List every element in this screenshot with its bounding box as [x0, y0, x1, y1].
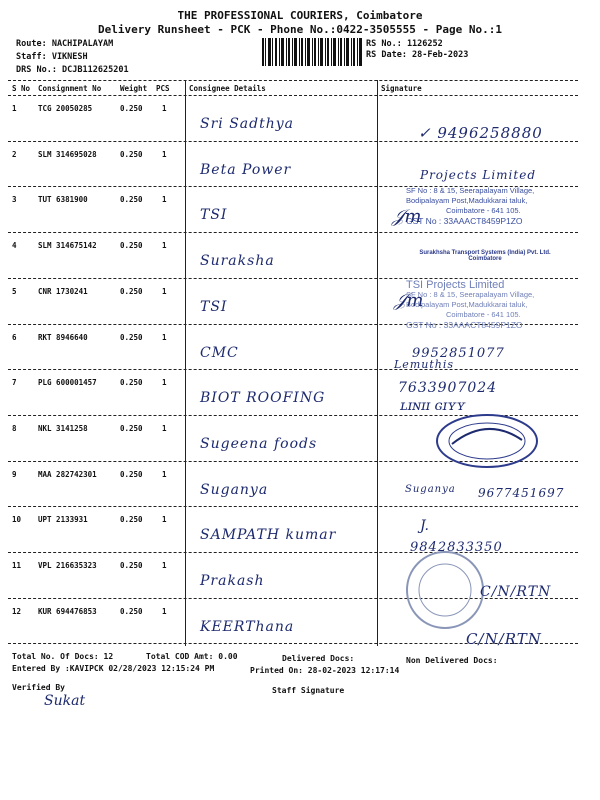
rs-date: RS Date: 28-Feb-2023	[366, 50, 469, 60]
return-note: C/N/RTN	[466, 630, 542, 648]
row-divider	[8, 232, 578, 233]
cell-pcs: 1	[162, 195, 167, 204]
cell-consignment-no: NKL 3141258	[38, 424, 88, 433]
cell-weight: 0.250	[120, 424, 143, 433]
handwritten-signature: 𝒥m	[392, 206, 422, 227]
cell-pcs: 1	[162, 333, 167, 342]
delivered-docs: Delivered Docs:	[282, 654, 355, 663]
cell-pcs: 1	[162, 378, 167, 387]
column-header-consignee: Consignee Details	[189, 84, 266, 93]
page-title: THE PROFESSIONAL COURIERS, Coimbatore	[177, 9, 423, 22]
cell-consignee-handwritten: SAMPATH kumar	[200, 527, 337, 543]
column-header-signature: Signature	[381, 84, 422, 93]
round-stamp-icon	[432, 410, 542, 472]
signature-row-1: ✓ 9496258880	[418, 124, 543, 142]
cell-consignment-no: VPL 216635323	[38, 561, 97, 570]
cell-weight: 0.250	[120, 561, 143, 570]
receiver-name: Suganya	[405, 484, 456, 495]
staff-label: Staff: VIKNESH	[16, 52, 88, 62]
cell-consignee-handwritten: Beta Power	[200, 162, 292, 178]
cell-consignment-no: SLM 314695028	[38, 150, 97, 159]
cell-weight: 0.250	[120, 515, 143, 524]
handwritten-signature: J.	[420, 518, 429, 534]
return-note: C/N/RTN	[480, 584, 552, 600]
total-cod: Total COD Amt: 0.00	[146, 652, 238, 661]
cell-pcs: 1	[162, 104, 167, 113]
cell-weight: 0.250	[120, 607, 143, 616]
cell-weight: 0.250	[120, 378, 143, 387]
cell-sno: 9	[12, 470, 17, 479]
company-stamp: SF No : 8 & 15, Seerapalayam Village, Bodipalayam Post,Madukkarai taluk, Coimbatore - 641 105. GST No : 33AAACT8459P1ZO	[406, 186, 535, 226]
page-subtitle: Delivery Runsheet - PCK - Phone No.:0422-3505555 - Page No.:1	[98, 23, 502, 36]
cell-weight: 0.250	[120, 333, 143, 342]
cell-consignment-no: SLM 314675142	[38, 241, 97, 250]
cell-consignment-no: TUT 6381900	[38, 195, 88, 204]
table-top-border	[8, 80, 578, 81]
handwritten-signature: 𝒥m	[394, 290, 424, 311]
cell-consignment-no: PLG 600001457	[38, 378, 97, 387]
cell-pcs: 1	[162, 561, 167, 570]
phone-number: 9952851077	[412, 346, 505, 361]
cell-consignee-handwritten: TSI	[200, 299, 228, 315]
row-divider	[8, 369, 578, 370]
phone-number: 9496258880	[437, 124, 543, 142]
cell-consignee-handwritten: Prakash	[200, 573, 265, 589]
cell-sno: 5	[12, 287, 17, 296]
cell-sno: 1	[12, 104, 17, 113]
company-stamp-faint: TSI Projects Limited SF No : 8 & 15, Seerapalayam Village, Bodipalayam Post,Madukkarai taluk, Coimbatore - 641 105. GST No : 33AAACT8459P1ZO	[406, 279, 535, 330]
column-divider	[185, 80, 186, 646]
cell-pcs: 1	[162, 150, 167, 159]
cell-weight: 0.250	[120, 104, 143, 113]
cell-weight: 0.250	[120, 241, 143, 250]
cell-weight: 0.250	[120, 195, 143, 204]
cell-weight: 0.250	[120, 287, 143, 296]
verifier-signature: Sukat	[44, 693, 86, 709]
cell-pcs: 1	[162, 607, 167, 616]
cell-pcs: 1	[162, 424, 167, 433]
cell-consignment-no: RKT 8946640	[38, 333, 88, 342]
phone-number: 9842833350	[410, 540, 503, 555]
cell-sno: 3	[12, 195, 17, 204]
cell-consignment-no: CNR 1730241	[38, 287, 88, 296]
receiver-name: Lemuthis	[394, 358, 454, 371]
cell-consignment-no: KUR 694476853	[38, 607, 97, 616]
staff-signature: Staff Signature	[272, 686, 345, 695]
barcode-icon	[262, 38, 362, 66]
phone-number: 9677451697	[478, 486, 565, 500]
row-divider	[8, 506, 578, 507]
entered-by: Entered By :KAVIPCK 02/28/2023 12:15:24 PM	[12, 664, 215, 673]
cell-sno: 8	[12, 424, 17, 433]
handwritten-signature: ʟɪɴɪɪ ɢɪʏʏ	[400, 398, 466, 414]
cell-sno: 11	[12, 561, 22, 570]
column-header-consignment: Consignment No	[38, 84, 102, 93]
transport-stamp: Surakhsha Transport Systems (India) Pvt. Ltd. Coimbatore	[419, 250, 551, 262]
cell-consignee-handwritten: BIOT ROOFING	[200, 390, 326, 406]
cell-weight: 0.250	[120, 150, 143, 159]
column-header-pcs: PCS	[156, 84, 170, 93]
cell-consignee-handwritten: Suraksha	[200, 253, 275, 269]
table-header-border	[8, 95, 578, 96]
cell-sno: 12	[12, 607, 22, 616]
cell-consignment-no: MAA 282742301	[38, 470, 97, 479]
rs-number: RS No.: 1126252	[366, 39, 443, 49]
column-divider	[377, 80, 378, 646]
cell-pcs: 1	[162, 470, 167, 479]
signature-company: Projects Limited	[420, 168, 537, 182]
cell-pcs: 1	[162, 241, 167, 250]
cell-consignee-handwritten: Suganya	[200, 482, 269, 498]
cell-sno: 6	[12, 333, 17, 342]
non-delivered-docs: Non Delivered Docs:	[406, 656, 498, 665]
verified-by: Verified By	[12, 683, 65, 692]
cell-sno: 4	[12, 241, 17, 250]
cell-consignee-handwritten: Sri Sadthya	[200, 116, 295, 132]
round-stamp-icon	[402, 548, 488, 632]
column-header-sno: S No	[12, 84, 31, 93]
cell-sno: 7	[12, 378, 17, 387]
cell-consignment-no: TCG 20050285	[38, 104, 93, 113]
cell-weight: 0.250	[120, 470, 143, 479]
route-label: Route: NACHIPALAYAM	[16, 39, 114, 49]
phone-number: 7633907024	[398, 380, 498, 396]
cell-consignee-handwritten: CMC	[200, 345, 239, 361]
total-docs: Total No. Of Docs: 12	[12, 652, 114, 661]
cell-pcs: 1	[162, 515, 167, 524]
cell-sno: 2	[12, 150, 17, 159]
printed-on: Printed On: 28-02-2023 12:17:14	[250, 666, 400, 675]
column-header-weight: Weight	[120, 84, 148, 93]
cell-consignee-handwritten: KEERThana	[200, 619, 295, 635]
cell-consignment-no: UPT 2133931	[38, 515, 88, 524]
drs-number: DRS No.: DCJB112625201	[16, 65, 129, 75]
cell-consignee-handwritten: Sugeena foods	[200, 436, 318, 452]
cell-sno: 10	[12, 515, 22, 524]
cell-consignee-handwritten: TSI	[200, 207, 228, 223]
cell-pcs: 1	[162, 287, 167, 296]
